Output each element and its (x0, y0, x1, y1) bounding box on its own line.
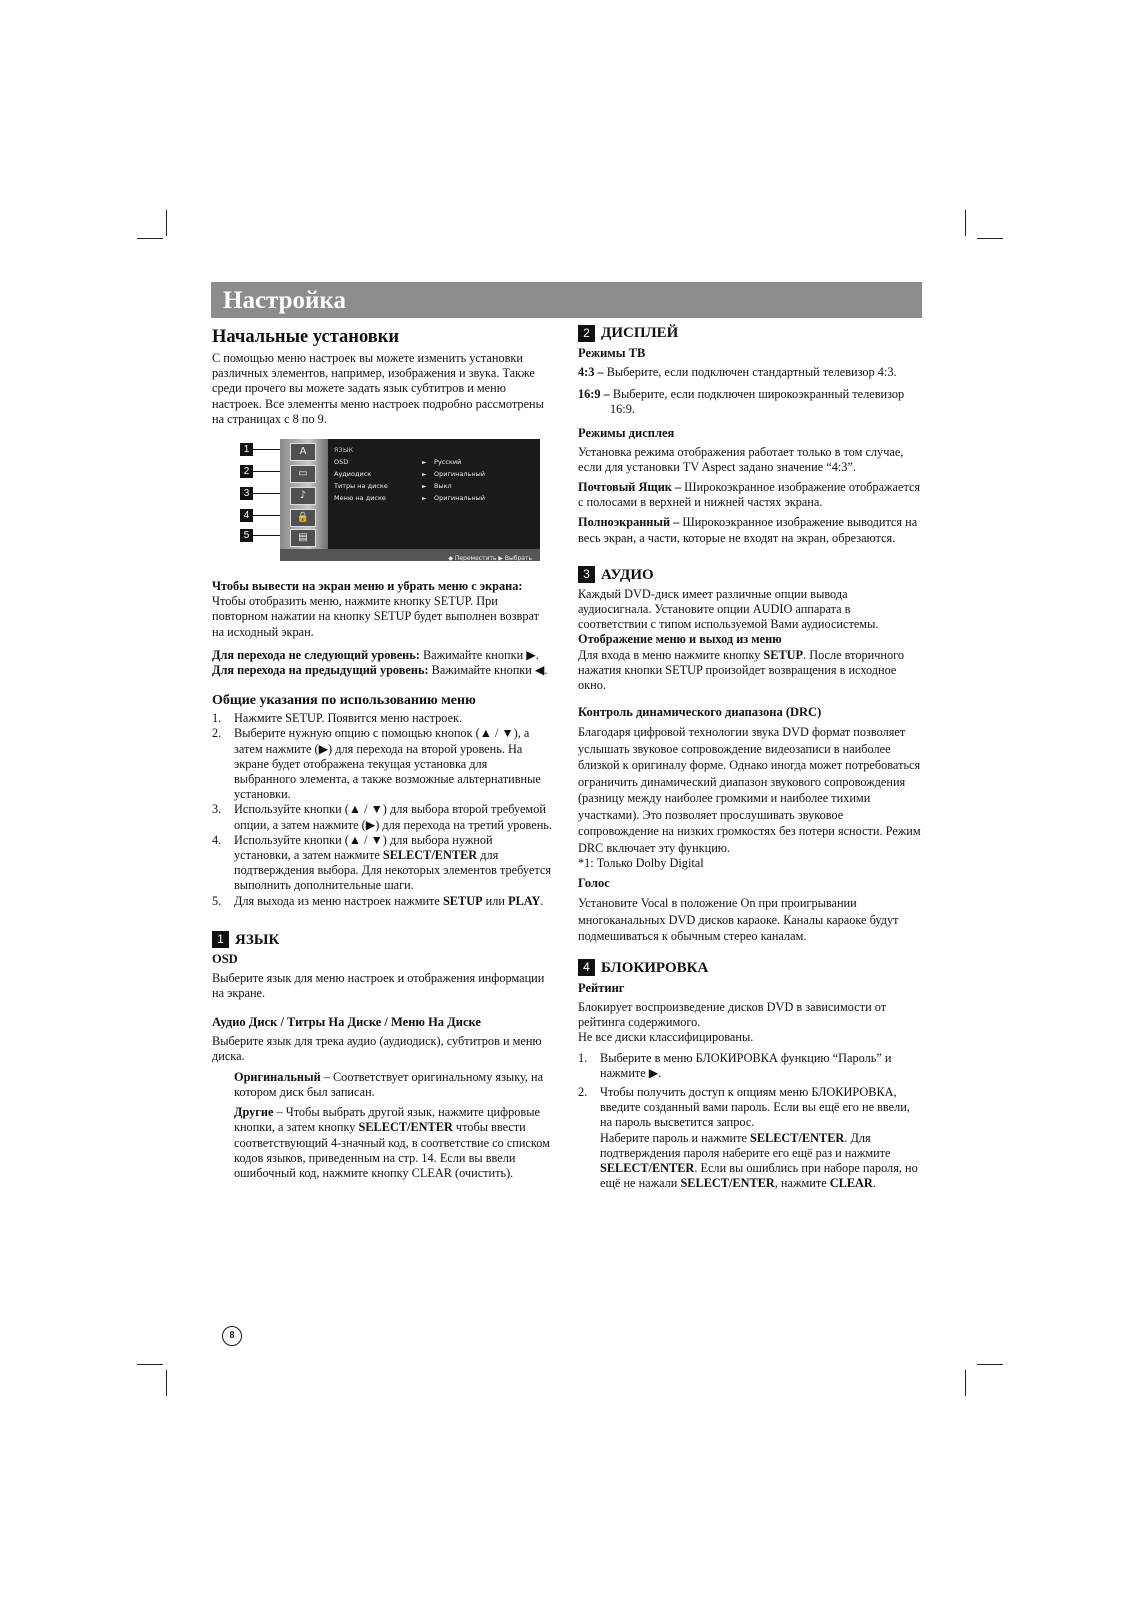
intro-text: С помощью меню настроек вы можете изменить установки различных элементов, например, изображения и звука. Также среди прочего вы можете задать язык субтитров и меню настроек. Все элементы меню настроек подробно рассмотрены на страницах с 8 по 9. (212, 351, 544, 426)
audio-section-heading: 3 АУДИО (578, 566, 923, 584)
list-item: 2. Выберите нужную опцию с помощью кнопок (▲ / ▼), а затем нажмите (▶) для перехода на второй уровень. На экране будет отображена текущая установка для выбранного элемента, а также возможные альтернативные установки. (212, 726, 541, 802)
figure-tag-3: 3 (240, 487, 253, 500)
audio-disc-heading: Аудио Диск / Титры На Диске / Меню На Диске (212, 1015, 481, 1030)
rating-text: Блокирует воспроизведение дисков DVD в зависимости от рейтинга содержимого. (578, 999, 887, 1030)
left-column (212, 326, 552, 1186)
display-modes-text: Установка режима отображения работает только в том случае, если для установки TV Aspect задано значение “4:3”. (578, 444, 904, 474)
figure-tag-2: 2 (240, 465, 253, 478)
tv-modes-heading: Режимы ТВ (578, 346, 646, 360)
page-number: 8 (222, 1326, 242, 1346)
list-item: 2. Чтобы получить доступ к опциям меню БЛОКИРОВКА, введите созданный вами пароль. Если вы ещё его не ввели, на пароль высветится запрос. Наберите пароль и нажмите SELECT/ENTER. Для подтверждения пароля наберите его ещё раз и нажмите SELECT/ENTER. Если вы ошиблись при наборе пароля, но ещё не нажали SELECT/ENTER, нажмите CLEAR. (578, 1084, 918, 1191)
original-option: Оригинальный – Соответствует оригинальному языку, на котором диск был записан. (234, 1069, 544, 1099)
audio-disc-text: Выберите язык для трека аудио (аудиодиск), субтитров и меню диска. (212, 1034, 542, 1064)
usage-steps (212, 711, 552, 909)
menu-screen-footer: ◆ Переместить ▶ Выбрать (448, 555, 532, 562)
setup-menu-figure (240, 439, 540, 561)
banner-title: Настройка (223, 287, 346, 314)
audio-icon: ♪ (290, 487, 316, 505)
menu-screen-footer-bar (280, 549, 540, 561)
figure-tag-5: 5 (240, 529, 253, 542)
list-item: 1. Выберите в меню БЛОКИРОВКА функцию “Пароль” и нажмите ▶. (578, 1050, 892, 1080)
menu-screen (280, 439, 540, 561)
crop-mark (965, 1370, 966, 1396)
display-section-heading: 2 ДИСПЛЕЙ (578, 324, 923, 342)
lock-steps (578, 1051, 923, 1192)
list-item: 3. Используйте кнопки (▲ / ▼) для выбора второй требуемой опции, а затем нажмите (▶) для перехода на третий уровень. (212, 802, 552, 832)
initial-settings-heading: Начальные установки (212, 327, 400, 347)
lock-section-heading: 4 БЛОКИРОВКА (578, 959, 923, 977)
rating-note: Не все диски классифицированы. (578, 1030, 754, 1045)
drc-text: Благодаря цифровой технологии звука DVD формат позволяет услышать звуковое сопровождение видеозаписи в наиболее близкой к оригиналу форме. Однако иногда может потребоваться ограничить динамический диапазон звукового сопровождения (разницу между наиболее громкими и наиболее тихими участками). Это позволяет прослушивать звуковое сопровождение на низких громкостях без потери ясности. Режим DRC включает эту функцию. (578, 725, 921, 855)
language-icon: A (290, 443, 316, 461)
vocal-heading: Голос (578, 876, 610, 891)
vocal-text: Установите Vocal в положение On при проигрывании многоканальных DVD дисков караоке. Каналы караоке будут подмешиваться к обычным стерео каналам. (578, 896, 899, 944)
crop-mark (977, 1364, 1003, 1365)
menu-screen-row: Титры на диске ► Выкл (334, 482, 452, 491)
menu-icon-strip (280, 439, 328, 549)
crop-mark (137, 238, 163, 239)
audio-intro: Каждый DVD-диск имеет различные опции вывода аудиосигнала. Установите опции AUDIO аппарата в соответствии с типом используемой Вами аудиосистемы. (578, 586, 879, 632)
lock-icon: 🔒 (290, 509, 316, 527)
display-modes-heading: Режимы дисплея (578, 425, 675, 440)
crop-mark (166, 1370, 167, 1396)
tv-169-option: 16:9 – Выберите, если подключен широкоэкранный телевизор 16:9. (578, 387, 905, 417)
crop-mark (965, 210, 966, 236)
other-option: Другие – Чтобы выбрать другой язык, нажмите цифровые кнопки, а затем кнопку SELECT/ENTER чтобы ввести соответствующий 4-значный код, в соответствие со списком кодов языков, приведенным на стр. 14. Если вы ввели ошибочный код, нажмите кнопку CLEAR (очистить). (234, 1105, 550, 1180)
general-usage-heading: Общие указания по использованию меню (212, 693, 476, 709)
drc-heading: Контроль динамического диапазона (DRC) (578, 705, 822, 720)
crop-mark (137, 1364, 163, 1365)
display-icon: ▭ (290, 465, 316, 483)
list-item: 1. Нажмите SETUP. Появится меню настроек. (212, 711, 463, 726)
prev-level-paragraph: Для перехода на предыдущий уровень: Важимайте кнопки ◀. (212, 663, 548, 678)
menu-screen-row: Аудиодиск ► Оригинальный (334, 470, 485, 479)
crop-mark (166, 210, 167, 236)
letterbox-option: Почтовый Ящик – Широкоэкранное изображение отображается с полосами в верхней и нижней частях экрана. (578, 480, 921, 510)
drc-note: *1: Только Dolby Digital (578, 856, 704, 871)
menu-screen-header: ЯЗЫК (334, 447, 354, 455)
menu-display-text: Для входа в меню нажмите кнопку SETUP. После вторичного нажатия кнопки SETUP произойдет возвращения в исходное окно. (578, 647, 905, 693)
menu-display-heading: Отображение меню и выход из меню (578, 632, 782, 647)
tv-43-option: 4:3 – Выберите, если подключен стандартный телевизор 4:3. (578, 365, 897, 379)
menu-screen-row: OSD ► Русский (334, 458, 462, 467)
crop-mark (977, 238, 1003, 239)
section-banner (211, 282, 922, 318)
osd-heading: OSD (212, 951, 238, 966)
panscan-option: Полноэкранный – Широкоэкранное изображение выводится на весь экран, а части, которые не входят на экран, обрезаются. (578, 515, 918, 545)
show-menu-paragraph: Чтобы вывести на экран меню и убрать меню с экрана: Чтобы отобразить меню, нажмите кнопку SETUP. При повторном нажатии на кнопку SETUP будет выполнен возврат на исходный экран. (212, 579, 539, 639)
figure-tag-1: 1 (240, 443, 253, 456)
figure-tag-4: 4 (240, 509, 253, 522)
rating-heading: Рейтинг (578, 980, 625, 995)
list-item: 4. Используйте кнопки (▲ / ▼) для выбора нужной установки, а затем нажмите SELECT/ENTER для подтверждения выбора. Для некоторых элементов требуется выполнить дополнительные шаги. (212, 832, 552, 893)
other-icon: ▤ (290, 529, 316, 547)
right-column (578, 324, 923, 1191)
osd-text: Выберите язык для меню настроек и отображения информации на экране. (212, 970, 545, 1001)
list-item: 5. Для выхода из меню настроек нажмите SETUP или PLAY. (212, 893, 544, 908)
language-section-heading: 1 ЯЗЫК (212, 931, 552, 949)
menu-screen-row: Меню на диске ► Оригинальный (334, 494, 485, 503)
next-level-paragraph: Для перехода не следующий уровень: Важимайте кнопки ▶. (212, 647, 539, 662)
